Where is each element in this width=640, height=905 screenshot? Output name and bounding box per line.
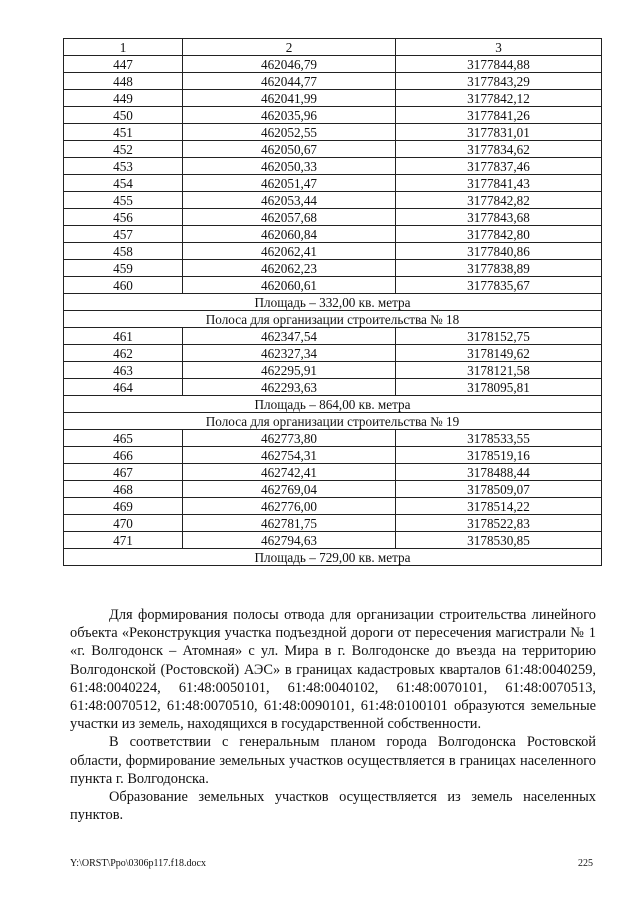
y-coordinate-cell: 3177835,67 [396, 277, 602, 294]
point-number-cell: 464 [64, 379, 183, 396]
y-coordinate-cell: 3177834,62 [396, 141, 602, 158]
y-coordinate-cell: 3178522,83 [396, 515, 602, 532]
table-row [64, 277, 602, 294]
table-row [64, 498, 602, 515]
x-coordinate-cell: 462773,80 [183, 430, 396, 447]
y-coordinate-cell: 3177842,12 [396, 90, 602, 107]
table-row [64, 175, 602, 192]
y-coordinate-cell: 3177841,43 [396, 175, 602, 192]
y-coordinate-cell: 3177837,46 [396, 158, 602, 175]
table-row [64, 430, 602, 447]
section-cell: Площадь – 332,00 кв. метра [64, 294, 602, 311]
point-number-cell: 450 [64, 107, 183, 124]
coordinates-table-body [64, 39, 602, 566]
y-coordinate-cell: 3178149,62 [396, 345, 602, 362]
point-number-cell: 460 [64, 277, 183, 294]
table-section-row [64, 413, 602, 430]
x-coordinate-cell: 462062,41 [183, 243, 396, 260]
table-section-row [64, 549, 602, 566]
y-coordinate-cell: 3177843,29 [396, 73, 602, 90]
table-row [64, 90, 602, 107]
x-coordinate-cell: 462057,68 [183, 209, 396, 226]
x-coordinate-cell: 462044,77 [183, 73, 396, 90]
section-cell: Площадь – 864,00 кв. метра [64, 396, 602, 413]
x-coordinate-cell: 462046,79 [183, 56, 396, 73]
y-coordinate-cell: 3178514,22 [396, 498, 602, 515]
table-row [64, 226, 602, 243]
table-row [64, 141, 602, 158]
x-coordinate-cell: 462052,55 [183, 124, 396, 141]
point-number-cell: 454 [64, 175, 183, 192]
point-number-cell: 470 [64, 515, 183, 532]
y-coordinate-cell: 3178533,55 [396, 430, 602, 447]
x-coordinate-cell: 462781,75 [183, 515, 396, 532]
footer-file-path: Y:\ORST\Ppo\0306p117.f18.docx [70, 858, 206, 869]
table-row [64, 73, 602, 90]
y-coordinate-cell: 3177841,26 [396, 107, 602, 124]
section-cell: Полоса для организации строительства № 19 [64, 413, 602, 430]
point-number-cell: 449 [64, 90, 183, 107]
coordinates-table [63, 38, 602, 566]
x-coordinate-cell: 462041,99 [183, 90, 396, 107]
body-paragraph: Образование земельных участков осуществляется из земель населенных пунктов. [70, 789, 596, 824]
table-section-row [64, 311, 602, 328]
table-row [64, 107, 602, 124]
x-coordinate-cell: 462293,63 [183, 379, 396, 396]
header-cell-point: 1 [64, 39, 183, 56]
x-coordinate-cell: 462050,67 [183, 141, 396, 158]
header-cell-y: 3 [396, 39, 602, 56]
y-coordinate-cell: 3177838,89 [396, 260, 602, 277]
table-header-row [64, 39, 602, 56]
x-coordinate-cell: 462062,23 [183, 260, 396, 277]
point-number-cell: 447 [64, 56, 183, 73]
point-number-cell: 467 [64, 464, 183, 481]
table-row [64, 209, 602, 226]
table-row [64, 243, 602, 260]
y-coordinate-cell: 3178095,81 [396, 379, 602, 396]
x-coordinate-cell: 462794,63 [183, 532, 396, 549]
table-row [64, 192, 602, 209]
table-row [64, 379, 602, 396]
section-cell: Полоса для организации строительства № 18 [64, 311, 602, 328]
x-coordinate-cell: 462769,04 [183, 481, 396, 498]
header-cell-x: 2 [183, 39, 396, 56]
table-section-row [64, 396, 602, 413]
table-row [64, 481, 602, 498]
x-coordinate-cell: 462060,84 [183, 226, 396, 243]
point-number-cell: 458 [64, 243, 183, 260]
table-row [64, 515, 602, 532]
y-coordinate-cell: 3178509,07 [396, 481, 602, 498]
point-number-cell: 465 [64, 430, 183, 447]
x-coordinate-cell: 462347,54 [183, 328, 396, 345]
footer-page-number: 225 [578, 858, 593, 869]
point-number-cell: 453 [64, 158, 183, 175]
point-number-cell: 471 [64, 532, 183, 549]
y-coordinate-cell: 3178121,58 [396, 362, 602, 379]
y-coordinate-cell: 3177831,01 [396, 124, 602, 141]
point-number-cell: 463 [64, 362, 183, 379]
point-number-cell: 469 [64, 498, 183, 515]
point-number-cell: 459 [64, 260, 183, 277]
table-row [64, 345, 602, 362]
y-coordinate-cell: 3178488,44 [396, 464, 602, 481]
table-row [64, 260, 602, 277]
point-number-cell: 461 [64, 328, 183, 345]
x-coordinate-cell: 462053,44 [183, 192, 396, 209]
point-number-cell: 457 [64, 226, 183, 243]
x-coordinate-cell: 462060,61 [183, 277, 396, 294]
table-row [64, 464, 602, 481]
x-coordinate-cell: 462051,47 [183, 175, 396, 192]
x-coordinate-cell: 462776,00 [183, 498, 396, 515]
point-number-cell: 462 [64, 345, 183, 362]
table-row [64, 56, 602, 73]
table-row [64, 532, 602, 549]
x-coordinate-cell: 462035,96 [183, 107, 396, 124]
y-coordinate-cell: 3177843,68 [396, 209, 602, 226]
y-coordinate-cell: 3177842,82 [396, 192, 602, 209]
point-number-cell: 466 [64, 447, 183, 464]
x-coordinate-cell: 462295,91 [183, 362, 396, 379]
point-number-cell: 448 [64, 73, 183, 90]
body-text [70, 606, 596, 824]
y-coordinate-cell: 3177840,86 [396, 243, 602, 260]
y-coordinate-cell: 3178152,75 [396, 328, 602, 345]
point-number-cell: 468 [64, 481, 183, 498]
section-cell: Площадь – 729,00 кв. метра [64, 549, 602, 566]
table-row [64, 158, 602, 175]
table-row [64, 362, 602, 379]
y-coordinate-cell: 3178530,85 [396, 532, 602, 549]
x-coordinate-cell: 462050,33 [183, 158, 396, 175]
y-coordinate-cell: 3178519,16 [396, 447, 602, 464]
table-row [64, 124, 602, 141]
point-number-cell: 451 [64, 124, 183, 141]
table-section-row [64, 294, 602, 311]
point-number-cell: 456 [64, 209, 183, 226]
body-paragraph: Для формирования полосы отвода для организации строительства линейного объекта «Реконструкция участка подъездной дороги от пересечения магистрали № 1 «г. Волгодонск – Атомная» с ул. Мира в г. Волгодонске до въезда на территорию Волгодонской (Ростовской) АЭС» в границах кадастровых кварталов 61:48:0040259, 61:48:0040224, 61:48:0050101, 61:48:0040102, 61:48:0070101, 61:48:0070513, 61:48:0070512, 61:48:0070510, 61:48:0090101, 61:48:0100101 образуются земельные участки из земель, находящихся в государственной собственности. [70, 607, 596, 733]
point-number-cell: 452 [64, 141, 183, 158]
x-coordinate-cell: 462754,31 [183, 447, 396, 464]
table-row [64, 447, 602, 464]
body-paragraph: В соответствии с генеральным планом города Волгодонска Ростовской области, формирование земельных участков осуществляется в границах населенного пункта г. Волгодонска. [70, 734, 596, 787]
x-coordinate-cell: 462742,41 [183, 464, 396, 481]
table-row [64, 328, 602, 345]
point-number-cell: 455 [64, 192, 183, 209]
y-coordinate-cell: 3177844,88 [396, 56, 602, 73]
x-coordinate-cell: 462327,34 [183, 345, 396, 362]
y-coordinate-cell: 3177842,80 [396, 226, 602, 243]
